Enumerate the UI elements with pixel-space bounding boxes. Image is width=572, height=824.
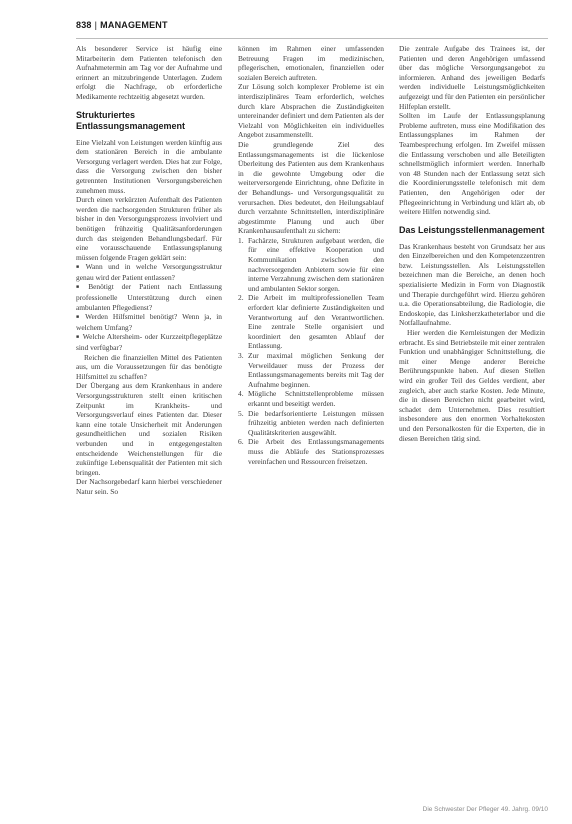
paragraph: Zur Lösung solch komplexer Probleme ist ein interdisziplinäres Team erforderlich, welches durch klare Absprachen die Zuständigkeiten untereinander definiert und dem Patienten als der Vielzahl von Möglichkeiten ein individuelles Angebot zusammenstellt. [238,82,384,140]
section-heading: Das Leistungsstellenmanagement [399,224,545,235]
paragraph: Die zentrale Aufgabe des Trainees ist, der Patienten und deren Angehörigen umfassend über das mögliche Versorgungsangebot zu informieren. Anhand des jeweiligen Bedarfs werden individuelle Leistungsmöglichkeiten aufgezeigt und für den Patienten ein persönlicher Hilfeplan erstellt. [399,44,545,111]
list-number: 1. [238,235,244,245]
list-item [238,351,384,389]
list-item [238,236,384,294]
column-1 [76,44,222,802]
header-rule [76,38,548,39]
paragraph: Als besonderer Service ist häufig eine Mitarbeiterin dem Patienten telefonisch den Aufnahmetermin am Tag vor der Aufnahme und erinnert an mitzubringende Unterlagen. Zudem erfolgt die Nachfrage, ob erforderliche Medikamente rechtzeitig abgesetzt wurden. [76,44,222,101]
paragraph: können im Rahmen einer umfassenden Betreuung Fragen im medizinischen, pflegerischen, emotionalen, finanziellen oder sozialen Bereich auftreten. [238,44,384,82]
paragraph: Eine Vielzahl von Leistungen werden künftig aus dem stationären Bereich in die ambulante Versorgung verlagert werden. Dies hat zur Folge, dass die Versorgung zwischen den bisher getrennten Institutionen Versorgungsbereichen zunehmen muss. [76,137,222,195]
list-item [238,389,384,408]
list-number: 5. [238,408,244,418]
list-number: 6. [238,437,244,447]
paragraph: Die grundlegende Ziel des Entlassungsmanagements ist die lückenlose Überleitung des Patienten aus dem Krankenhaus in die gewohnte Umgebung oder die weiterversorgende Einrichtung, ohne Defizite in der Behandlungs- und Versorgungsqualität zu verursachen. Dies bedeutet, den Heilungsablauf durch verzahnte Schnittstellen, interdisziplinäre abgestimmte Planung und auch über Krankenhausaufenthalt zu sichern: [238,139,384,236]
paragraph: Durch einen verkürzten Aufenthalt des Patienten werden die nachsorgenden Strukturen früher als bisher in den Versorgungsprozess involviert und benötigen frühzeitig Qualitätsanforderungen durch das steigenden Behandlungsbedarf. Für eine vorausschauende Entlassungsplanung müssen folgende Fragen geklärt sein: [76,195,222,262]
bullet-item: ■ Welche Altersheim- oder Kurzzeitpflegeplätze sind verfügbar? [76,332,222,352]
list-item-text: Die Arbeit im multiprofessionellen Team erfordert klar definierte Zuständigkeiten und Verantwortung auf den Verantwortlichen. Eine zentrale Stelle organisiert und koordiniert den gesamten Ablauf der Entlassung. [248,293,384,351]
list-number: 2. [238,293,244,303]
bullet-item: ■ Wann und in welche Versorgungsstruktur genau wird der Patient entlassen? [76,262,222,282]
list-item-text: Zur maximal möglichen Senkung der Verweildauer muss der Prozess der Entlassungsmanagements bereits mit Tag der Aufnahme beginnen. [248,351,384,389]
list-item [238,293,384,351]
section-title: MANAGEMENT [100,20,168,30]
list-number: 3. [238,351,244,360]
page-number: 838 [76,20,92,30]
column-2 [238,44,384,802]
page-footer: Die Schwester Der Pfleger 49. Jahrg. 09/10 [422,806,548,813]
list-item-text: Die Arbeit des Entlassungsmanagements muss die Abläufe des Stationsprozesses vereinfachen und Ressourcen freisetzen. [248,437,384,466]
paragraph: Das Krankenhaus besteht von Grundsatz her aus den Einzelbereichen und den Kompetenzzentren bzw. Leistungsstellen. Als Leistungsstellen bezeichnen man die Bereiche, an denen hoch spezialisierte Medizin in Form von Diagnostik und Therapie durchgeführt wird. Hierzu gehören u.a. die Operationsabteilung, die Radiologie, die Endoskopie, das Linksherzkatheterlabor und die Notfallaufnahme. [399,241,545,328]
numbered-list [238,236,384,466]
list-item [238,437,384,466]
bullet-item: ■ Benötigt der Patient nach Entlassung professionelle Unterstützung durch einen ambulanten Pflegedienst? [76,282,222,312]
page-header [76,20,168,34]
list-item-text: Fachärzte, Strukturen aufgebaut werden, die für eine effektive Kooperation und Kommunikation zwischen den nachversorgenden Anbietern sowie für eine interne Verzahnung zwischen dem stationären und ambulanten Sektor sorgen. [248,235,384,293]
paragraph: Reichen die finanziellen Mittel des Patienten aus, um die Voraussetzungen für das benötigte Hilfsmittel zu schaffen? [76,352,222,381]
column-3 [399,44,545,802]
paragraph: Hier werden die Kernleistungen der Medizin erbracht. Es sind Betriebsteile mit einer zentralen Funktion und unabhängiger Schnittstellung, die mit einer Menge anderer Bereiche Berührungspunkte haben. Auf diesen Stellen wird ein großer Teil des Geldes verdient, aber zugleich, aber auch starke Kosten. Jede Minute, die in diesen Bereichen nicht gearbeitet wird, schadet dem Unternehmen. Dies resultiert insbesondere aus den enormen Vorhaltekosten und den Personalkosten für die Experten, die in diesen Bereichen tätig sind. [399,328,545,443]
section-heading: Strukturiertes Entlassungsmanagement [76,109,186,131]
list-number: 4. [238,389,244,399]
paragraph: Der Nachsorgebedarf kann hierbei verschiedener Natur sein. So [76,477,222,496]
paragraph: Der Übergang aus dem Krankenhaus in andere Versorgungsstrukturen stellt einen kritischen Zeitpunkt im Krankheits- und Versorgungsverlauf eines Patienten dar. Dieser kann eine totale Unsicherheit mit Änderungen gesundheitlichen und sozialen Risiken verbunden und in entgegengestalten entscheidende Weichenstellungen für die zukünftige Lebensqualität der Patienten mit sich bringen. [76,381,222,477]
bullet-item: ■ Werden Hilfsmittel benötigt? Wenn ja, in welchem Umfang? [76,312,222,332]
header-separator: | [94,20,98,30]
list-item [238,409,384,438]
paragraph: Sollten im Laufe der Entlassungsplanung Probleme auftreten, muss eine Modifikation des Entlassungsplanes im Rahmen der Teambesprechung erfolgen. Im Zweifel müssen die Entlassung verschoben und alle Beteiligten schnellstmöglich informiert werden. Innerhalb von 48 Stunden nach der Entlassung setzt sich die Koordinierungsstelle telefonisch mit dem Patienten, den Angehörigen oder der Pflegeeinrichtung in Verbindung und klärt ab, ob weitere Hilfen notwendig sind. [399,111,545,217]
list-item-text: Mögliche Schnittstellenprobleme müssen erkannt und beseitigt werden. [248,389,384,408]
list-item-text: Die bedarfsorientierte Leistungen müssen frühzeitig anbieten werden nach definierten Qualitätskriterien ausgewählt. [248,408,384,437]
